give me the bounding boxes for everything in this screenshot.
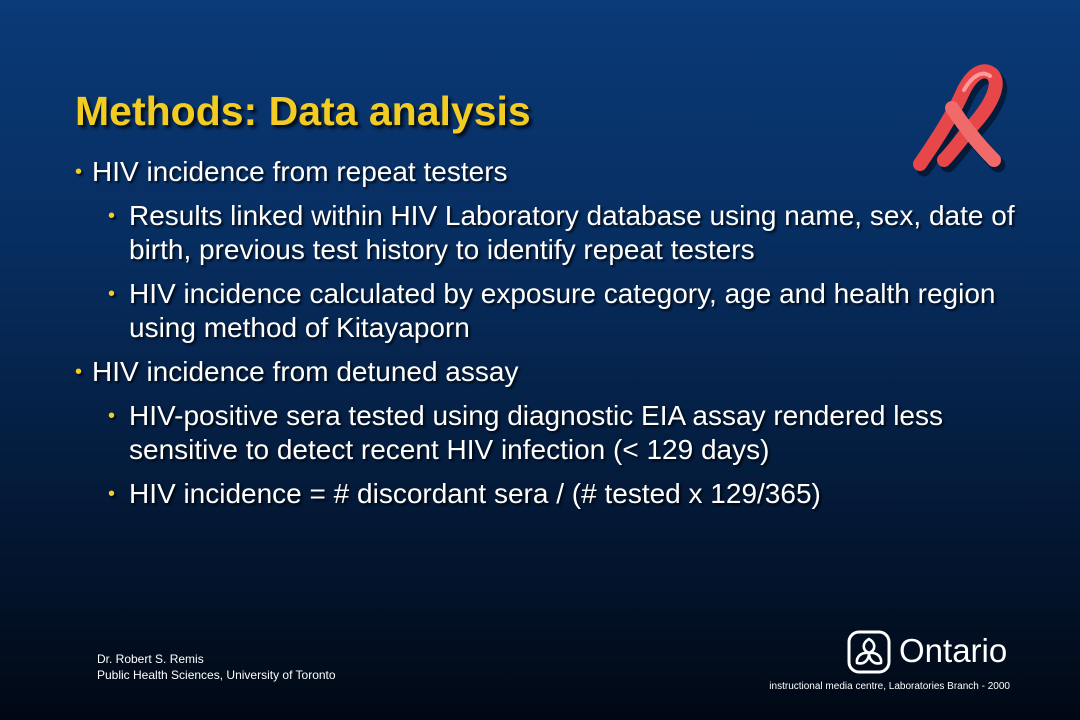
sub-bullet-item [75,199,1015,267]
sub-bullet-item [75,399,1015,467]
ontario-trillium-icon [847,630,893,676]
bullet-text: HIV incidence from detuned assay [92,356,519,387]
bullet-marker: • [75,361,83,383]
bullet-marker: • [108,483,116,505]
ontario-wordmark: Ontario [899,632,1008,669]
bullet-list [75,155,1015,521]
sub-bullet-text: Results linked within HIV Laboratory database using name, sex, date of birth, previous test history to identify repeat testers [129,200,1015,265]
ontario-logo [847,630,1017,676]
bullet-marker: • [108,283,116,305]
bullet-item [75,355,1015,389]
sub-bullet-text: HIV incidence calculated by exposure category, age and health region using method of Kitayaporn [129,278,996,343]
bullet-text: HIV incidence from repeat testers [92,156,508,187]
production-credit: instructional media centre, Laboratories Branch - 2000 [769,681,1010,692]
bullet-marker: • [108,405,116,427]
bullet-marker: • [108,205,116,227]
slide-title: Methods: Data analysis [75,88,531,134]
sub-bullet-text: HIV-positive sera tested using diagnostic EIA assay rendered less sensitive to detect recent HIV infection (< 129 days) [129,400,943,465]
bullet-item [75,155,1015,189]
sub-bullet-item [75,477,1015,511]
presenter-name: Dr. Robert S. Remis [97,652,204,666]
sub-bullet-text: HIV incidence = # discordant sera / (# tested x 129/365) [129,478,821,509]
presenter-info [97,651,336,683]
bullet-marker: • [75,161,83,183]
sub-bullet-item [75,277,1015,345]
presenter-affiliation: Public Health Sciences, University of Toronto [97,668,336,682]
